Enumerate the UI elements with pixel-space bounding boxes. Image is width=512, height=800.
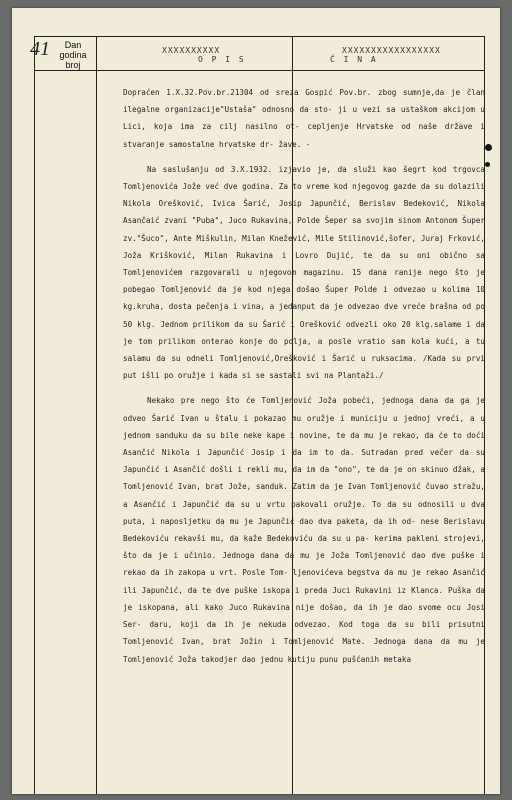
margin-ink-dot	[485, 144, 492, 151]
column-divider-left	[34, 36, 35, 794]
paragraph-weapons: Nekako pre nego što će Tomljenović Joža pobeći, jednoga dana da ga je odveo Šarić Ivan u štalu i pokazao mu oružje i municiju u jednoj vreći, a u jednom sanduku da su bile neke kape i novine, te da mu je rekao, da će to doći Asančić Nikola i Japunčić Josip i da im to da. Sutradan pred večer da su Japunčić i Asančić došli i rekli mu, da im da "ono", te da je on skinuo džak, a Tomljenović Ivan, brat Jože, sanduk. Zatim da je Ivan Tomljenović čuvao stražu, a Asančić i Japunčić da su u vrtu pakovali oružje. To da su odnosili u dva puta, i naposljetku da mu je Japunčić dao dva paketa, da ih od- nese Berislavu Bedekoviću rekavši mu, da kaže Bedekoviću da su u pa- kerima pakleni strojevi, što da je i učinio. Jednoga dana da mu je Joža Tomljenović dao dve puške i rekao da ih zakopa u vrt. Posle Tom- ljenovićeva begstva da mu je rekao Asančić ili Japunčić, da te dve puške iskopa i preda Juci Rukavini iz Klanca. Puška da je iskopana, ali kako Juco Rukavina nije došao, da ih je dao svome ocu Josi Ser- daru, koji da ih je nekuda odvezao. Kod toga da su bili prisutni Tomljenović Ivan, brat Jožin i Tomljenović Mate. Jednoga dana da mu je Tomljenović Joža takodjer dao jednu kutiju punu pušćanih metaka	[123, 396, 485, 664]
paragraph-intro: Dopraćen 1.X.32.Pov.br.21304 od sreza Gospić Pov.br. zbog sumnje,da je član ilegalne organizacije"Ustaša" odnosno da sto- ji u vezi sa ustaškom akcijom u Lici, koja ima za cilj nasilno ot- cepljenje Hrvatske od naše države i stvaranje samostalne hrvatske dr- žave. -	[123, 88, 485, 149]
record-body	[123, 84, 485, 668]
column-header-date	[52, 40, 94, 70]
column-divider-date	[96, 36, 97, 794]
document-sheet	[12, 8, 500, 794]
column-title-cina: Č I N A	[330, 55, 378, 64]
header-label-godina: godina	[59, 50, 87, 60]
handwritten-number: 41	[30, 38, 50, 60]
paragraph-interrogation: Na saslušanju od 3.X.1932. izjavio je, da služi kao šegrt kod trgovca Tomljenovića Jože već dve godina. Za to vreme kod njegovog gazde da su dolazili Nikola Orešković, Ivica Šarić, Josip Japunčić, Berislav Bedeković, Nikola Asančaić zvani "Puba", Juco Rukavina, Polde Šeper sa svojim sinom Antonom Šuper zv."Šuco", Ante Miškulin, Milan Knežević, Mile Stilinović,šofer, Juraj Frković, Joža Krišković, Milan Rukavina i Lovro Dujić, te da su oni obično sa Tomljenovićem razgovarali u njegovom magazinu. 15 dana ranije nego što je pobegao Tomljenović da je kod njega došao Šuper Polde i odvezao u kolima 10 kg.kruha, dosta pečenja i vina, a jedanput da je odvezao dve vreće brašna od po 50 klg. Jednom prilikom da su Šarić i Orešković odvezli oko 20 klg.salame i da je tom prilikom onterao konje do polja, a posle vratio sam kola kući, a tu salamu da su odneli Tomljenović,Orešković i Šarić u ruksacima. /Kada su prvi put išli po oružje i kada si se sastali svi na Plantaži./	[123, 164, 485, 381]
header-bottom-rule	[34, 70, 485, 71]
margin-ink-dot	[485, 162, 490, 167]
struck-header-left: XXXXXXXXXX	[162, 46, 221, 55]
column-title-opis: O P I S	[198, 55, 246, 64]
header-top-rule	[34, 36, 485, 37]
header-label-broj: broj	[65, 60, 81, 70]
struck-header-right: XXXXXXXXXXXXXXXXX	[342, 46, 441, 55]
header-label-dan: Dan	[64, 40, 82, 50]
